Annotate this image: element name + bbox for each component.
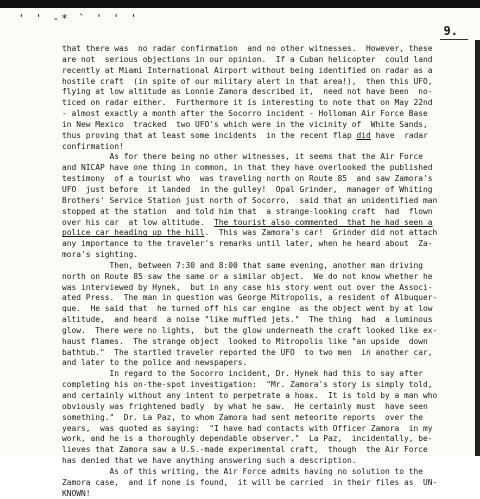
text-segment: something." Dr. La Paz, to whom Zamora had sent meteorite reports over the: [62, 412, 424, 422]
text-segment: was interviewed by Hynek, but in any case his story went out over the Associ-: [62, 282, 433, 292]
text-segment: As for there being no other witnesses, it seems that the Air Force: [62, 152, 424, 162]
text-line: [62, 304, 472, 315]
corner-marks: ' ' -* ` ' ' ': [18, 12, 139, 25]
text-line: [62, 185, 472, 196]
text-line: [62, 315, 472, 326]
text-segment: glow. There were no lights, but the glow underneath the craft looked like ex-: [62, 325, 438, 335]
text-line: [62, 272, 472, 283]
text-line: [62, 98, 472, 109]
text-line: [62, 467, 472, 478]
text-segment: Then, between 7:30 and 8:00 that same evening, another man driving: [62, 260, 424, 270]
text-segment: confirmation!: [62, 141, 124, 151]
text-line: [62, 261, 472, 272]
text-segment: over his car at low altitude.: [62, 217, 215, 227]
text-line: [62, 358, 472, 369]
text-segment: flying at low altitude as Lonnie Zamora described it, need not have been no-: [62, 87, 433, 97]
text-line: [62, 196, 472, 207]
body-text: [62, 44, 472, 499]
text-line: [62, 489, 472, 499]
text-line: [62, 218, 472, 229]
text-line: [62, 413, 472, 424]
text-line: [62, 434, 472, 445]
text-segment: years, was quoted as saying: "I have had contacts with Officer Zamora in my: [62, 423, 433, 433]
text-segment: As of this writing, the Air Force admits having no solution to the: [62, 466, 424, 476]
text-line: [62, 239, 472, 250]
text-segment: In regard to the Socorro incident, Dr. Hynek had this to say after: [62, 369, 424, 379]
text-line: [62, 66, 472, 77]
text-segment: bathtub." The startled traveler reported the UFO to two men in another car,: [62, 347, 433, 357]
text-segment: hostile craft (in spite of our military alert in that area!), then this UFO,: [62, 76, 433, 86]
text-line: [62, 391, 472, 402]
text-segment: and NICAP have one thing in common, in that they have overlooked the published: [62, 163, 433, 173]
text-segment: any importance to the traveler's remarks until later, when he heard about Za-: [62, 239, 433, 249]
text-line: [62, 402, 472, 413]
text-segment: work, and he is a thoroughly dependable observer." La Paz, incidentally, be-: [62, 434, 433, 444]
text-line: [62, 142, 472, 153]
text-line: [62, 228, 472, 239]
text-segment: Brothers' Service Station just north of Socorro, said that an unidentified man: [62, 195, 438, 205]
text-line: [62, 456, 472, 467]
text-line: [62, 283, 472, 294]
text-segment: thus proving that at least some incidents in the recent flap: [62, 130, 357, 140]
text-line: [62, 55, 472, 66]
text-line: [62, 120, 472, 131]
text-segment: has denied that we have anything answering such a description.: [62, 456, 357, 466]
text-line: [62, 174, 472, 185]
text-line: [62, 369, 472, 380]
text-line: [62, 250, 472, 261]
text-segment: have radar: [370, 130, 428, 140]
text-segment: haust flames. The strange object looked to Mitropolis like "an upside down: [62, 336, 428, 346]
text-line: [62, 87, 472, 98]
text-segment: ticed on radar either. Furthermore it is interesting to note that on May 22nd: [62, 98, 433, 108]
text-segment: and certainly without any intent to perpetrate a hoax. It is told by a man who: [62, 391, 438, 400]
text-segment: recently at Miami International Airport without being identified on radar as a: [62, 65, 433, 75]
text-segment: Zamora case, and if none is found, it will be carried in their files as UN-: [62, 477, 438, 487]
text-line: [62, 380, 472, 391]
underlined-text: did: [356, 130, 371, 140]
text-line: [62, 445, 472, 456]
text-segment: altitude, and heard a noise "like muffled jets." The thing had a luminous: [62, 315, 433, 325]
text-segment: in New Mexico tracked two UFO's which were in the vicinity of White Sands,: [62, 119, 428, 129]
text-segment: . This was Zamora's car! Grinder did not attach: [204, 228, 438, 238]
text-segment: north on Route 85 saw the same or a similar object. We do not know whether he: [62, 271, 433, 281]
text-segment: obviously was frightened badly by what he saw. He certainly must have seen: [62, 401, 428, 411]
text-line: [62, 77, 472, 88]
text-segment: - almost exactly a month after the Socorro incident - Holloman Air Force Base: [62, 109, 428, 119]
text-line: [62, 348, 472, 359]
underlined-text: police car heading up the hill: [62, 228, 205, 238]
text-line: [62, 109, 472, 120]
text-line: [62, 131, 472, 142]
text-segment: UFO just before it landed in the gulley! Opal Grinder, manager of Whiting: [62, 184, 433, 194]
text-segment: ated Press. The man in question was George Mitropolis, a resident of Albuquer-: [62, 293, 438, 303]
text-segment: that there was no radar confirmation and no other witnesses. However, these: [62, 44, 433, 53]
text-segment: are not serious objections in our opinion. If a Cuban helicopter could land: [62, 54, 433, 64]
page-number: 9.: [443, 24, 458, 38]
text-line: [62, 163, 472, 174]
text-line: [62, 337, 472, 348]
text-line: [62, 152, 472, 163]
text-segment: que. He said that he turned off his car engine as the object went by at low: [62, 304, 433, 314]
text-segment: testimony of a tourist who was traveling north on Route 85 and saw Zamora's: [62, 174, 433, 184]
text-segment: stopped at the station and told him that a strange-looking craft had flown: [62, 206, 433, 216]
text-segment: mora's sighting.: [62, 250, 139, 260]
text-segment: lieves that Zamora saw a U.S.-made experimental craft, though the Air Force: [62, 445, 428, 455]
text-line: [62, 326, 472, 337]
text-line: [62, 207, 472, 218]
text-line: [62, 293, 472, 304]
underlined-text: The tourist also commented that he had seen a: [214, 217, 433, 227]
text-segment: and later to the police and newspapers.: [62, 358, 248, 368]
text-line: [62, 478, 472, 489]
text-segment: completing his on-the-spot investigation: "Mr. Zamora's story is simply told,: [62, 380, 433, 390]
text-segment: KNOWN!: [62, 488, 91, 498]
scan-right-edge: [475, 40, 480, 456]
text-line: [62, 44, 472, 55]
text-line: [62, 424, 472, 435]
